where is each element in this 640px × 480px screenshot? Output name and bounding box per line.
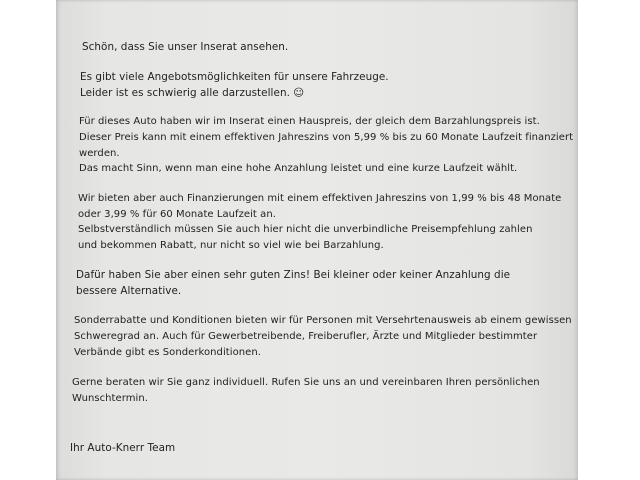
financing-line-2: oder 3,99 % für 60 Monate Laufzeit an. [78, 209, 276, 220]
financing-line-1: Wir bieten aber auch Finanzierungen mit einem effektiven Jahreszins von 1,99 % bis 48 Monate [78, 193, 562, 204]
offers-line-2: Leider ist es schwierig alle darzustellen. ☺ [80, 87, 305, 99]
greeting-line: Schön, dass Sie unser Inserat ansehen. [82, 41, 289, 53]
interest-line-1: Dafür haben Sie aber einen sehr guten Zins! Bei kleiner oder keiner Anzahlung die [76, 269, 511, 281]
price-line-4: Das macht Sinn, wenn man eine hohe Anzahlung leistet und eine kurze Laufzeit wählt. [79, 163, 518, 174]
price-line-3: werden. [79, 148, 120, 159]
special-line-3: Verbände gibt es Sonderkonditionen. [74, 347, 261, 358]
financing-line-3: Selbstverständlich müssen Sie auch hier nicht die unverbindliche Preisempfehlung zahlen [78, 224, 533, 235]
financing-line-4: und bekommen Rabatt, nur nicht so viel wie bei Barzahlung. [78, 240, 384, 251]
price-line-2: Dieser Preis kann mit einem effektiven Jahreszins von 5,99 % bis zu 60 Monate Laufzeit finanziert [79, 132, 574, 143]
interest-line-2: bessere Alternative. [76, 285, 182, 297]
signature-line: Ihr Auto-Knerr Team [70, 442, 176, 454]
offers-line-1: Es gibt viele Angebotsmöglichkeiten für unsere Fahrzeuge. [80, 71, 389, 83]
advice-line-1: Gerne beraten wir Sie ganz individuell. Rufen Sie uns an und vereinbaren Ihren persönlichen [72, 377, 540, 388]
letter-sheet [56, 0, 578, 480]
special-line-2: Schweregrad an. Auch für Gewerbetreibende, Freiberufler, Ärzte und Mitglieder bestimmter [74, 331, 538, 342]
special-line-1: Sonderrabatte und Konditionen bieten wir für Personen mit Versehrtenausweis ab einem gewissen [74, 315, 572, 326]
advice-line-2: Wunschtermin. [72, 393, 148, 404]
price-line-1: Für dieses Auto haben wir im Inserat einen Hauspreis, der gleich dem Barzahlungspreis ist. [79, 116, 540, 127]
